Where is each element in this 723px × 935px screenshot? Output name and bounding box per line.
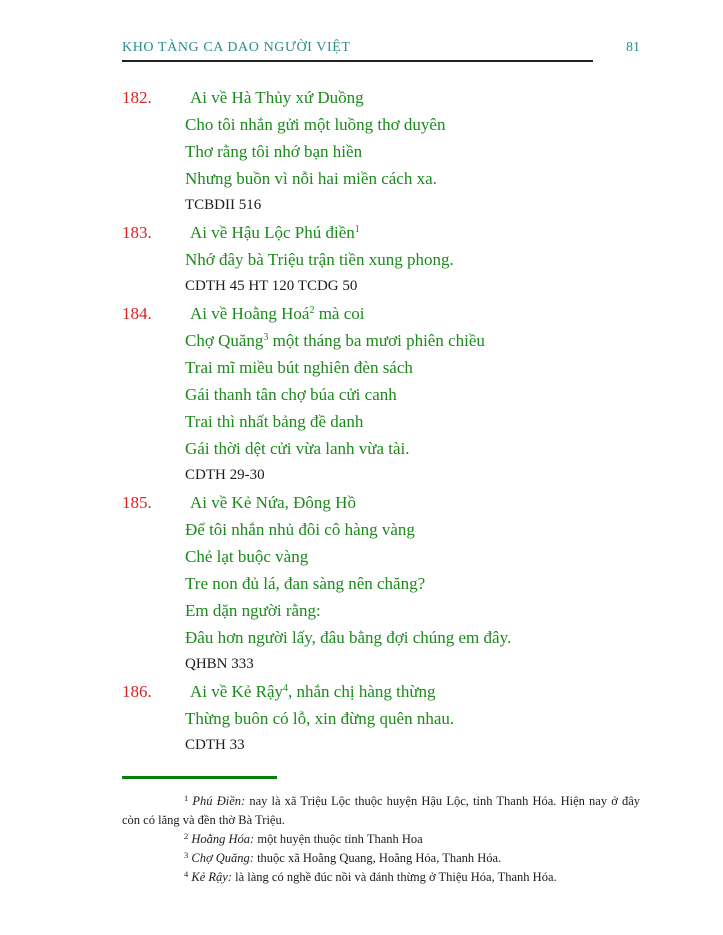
footnote-text: thuộc xã Hoằng Quang, Hoằng Hóa, Thanh Hóa. [257,850,502,865]
footnote-term: Phú Điền: [192,793,246,808]
entry-body [185,489,640,678]
verse-line: Chợ Quăng$^3$ một tháng ba mươi phiên chiều [185,330,485,350]
footnote-separator [122,776,277,779]
footnote-text: nay là xã Triệu Lộc thuộc huyện Hậu Lộc, tỉnh Thanh Hóa. Hiện nay ở đây còn có lăng và đền thờ Bà Triệu. [122,793,641,827]
entries [122,84,640,759]
verse-line: Gái thanh tân chợ búa cửi canh [185,384,397,404]
verse-entry [122,489,640,678]
footnote-marker: 1 [184,792,189,803]
entry-citation: CDTH 29-30 [185,466,265,483]
footnote-ref: 2 [309,305,315,316]
verse-line: Thừng buôn có lỗ, xin đừng quên nhau. [185,708,455,728]
running-title: KHO TÀNG CA DAO NGƯỜI VIỆT [122,40,351,55]
footnote-ref: 1 [354,224,360,235]
verse-line: Trai thì nhất bảng đề danh [185,411,364,431]
footnote [122,868,640,887]
footnote [122,830,640,849]
entry-number: 183. [122,222,152,242]
footnote [122,792,640,830]
footnote-term: Hoằng Hóa: [191,831,255,846]
entry-citation: CDTH 33 [185,736,245,753]
verse-line: Ai về Hoằng Hoá$^2$ mà coi [190,303,365,323]
verse-entry [122,84,640,219]
footnote-marker: 2 [184,830,189,841]
entry-number: 185. [122,492,152,512]
verse-line: Trai mĩ miều bút nghiên đèn sách [185,357,413,377]
verse-line: Tre non đủ lá, đan sàng nên chăng? [185,573,426,593]
verse-entry [122,300,640,489]
footnote-marker: 3 [184,849,189,860]
verse-line: Ai về Hậu Lộc Phú điền$^1$ [190,222,360,242]
footnote-ref: 4 [283,683,289,694]
verse-entry [122,219,640,300]
verse-entry [122,678,640,759]
verse-line: Gái thời dệt cửi vừa lanh vừa tài. [185,438,410,458]
footnote-text: là làng có nghề đúc nồi và đánh thừng ở Thiệu Hóa, Thanh Hóa. [235,869,557,884]
footnote-text: một huyện thuộc tỉnh Thanh Hoa [257,831,423,846]
header-rule [122,60,593,62]
footnote-term: Kẻ Rậy: [191,869,232,884]
entry-number: 186. [122,681,152,701]
verse-line: Ai về Kẻ Rậy$^4$, nhắn chị hàng thừng [190,681,436,701]
verse-line: Em dặn người rằng: [185,600,321,620]
verse-line: Nhưng buồn vì nỗi hai miền cách xa. [185,168,437,188]
footnotes [122,792,640,887]
entry-citation: TCBDII 516 [185,196,262,213]
verse-line: Đâu hơn người lấy, đâu bằng đợi chúng em đây. [185,627,512,647]
verse-line: Cho tôi nhắn gửi một luồng thơ duyên [185,114,446,134]
page-header [122,40,640,56]
entry-citation: CDTH 45 HT 120 TCDG 50 [185,277,358,294]
entry-body [185,678,640,759]
entry-body [185,300,640,489]
footnote-marker: 4 [184,868,189,879]
page-number: 81 [626,40,640,55]
verse-line: Ai về Hà Thủy xứ Duồng [190,87,364,107]
verse-line: Nhớ đây bà Triệu trận tiền xung phong. [185,249,454,269]
footnote-ref: 3 [263,332,269,343]
entry-body [185,219,640,300]
footnote [122,849,640,868]
entry-body [185,84,640,219]
footnote-term: Chợ Quăng: [191,850,254,865]
entry-number: 182. [122,87,152,107]
entry-citation: QHBN 333 [185,655,254,672]
verse-line: Ai về Kẻ Nứa, Đông Hồ [190,492,356,512]
verse-line: Để tôi nhắn nhủ đôi cô hàng vàng [185,519,415,539]
entry-number: 184. [122,303,152,323]
verse-line: Chẻ lạt buộc vàng [185,546,309,566]
verse-line: Thơ rằng tôi nhớ bạn hiền [185,141,363,161]
